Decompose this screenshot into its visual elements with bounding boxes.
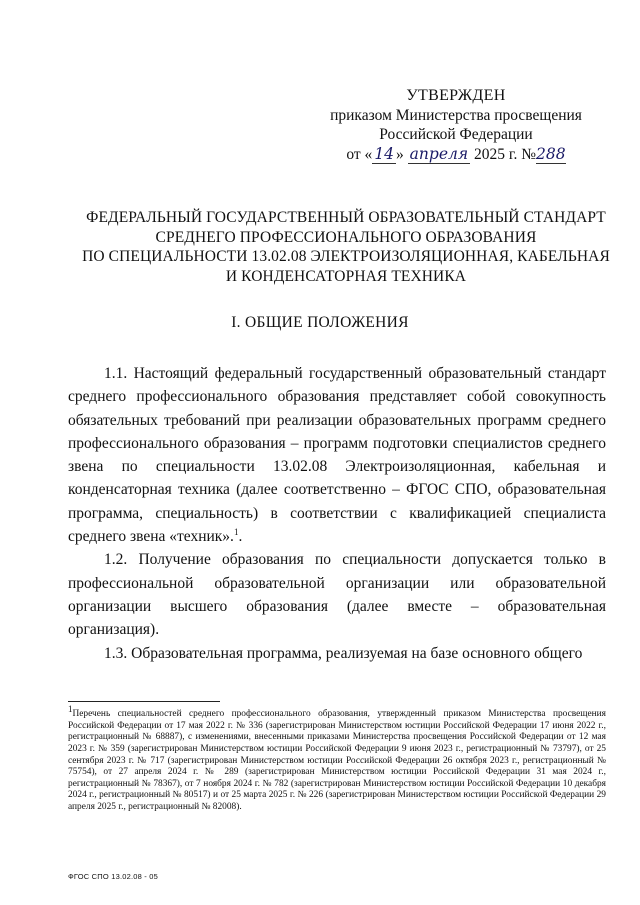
date-prefix: от «: [346, 145, 373, 163]
section-heading: I. ОБЩИЕ ПОЛОЖЕНИЯ: [231, 314, 409, 331]
title-line-1: ФЕДЕРАЛЬНЫЙ ГОСУДАРСТВЕННЫЙ ОБРАЗОВАТЕЛЬНЫЙ СТАНДАРТ: [86, 209, 606, 226]
date-year: 2025 г. №: [474, 145, 537, 163]
footnote-reference[interactable]: 1: [233, 526, 239, 537]
date-mid: »: [396, 145, 404, 163]
document-title: [66, 208, 626, 286]
page-footer: ФГОС СПО 13.02.08 - 05: [68, 872, 159, 881]
title-line-4: И КОНДЕНСАТОРНАЯ ТЕХНИКА: [225, 267, 467, 285]
footnote: [68, 704, 606, 813]
approval-order-line: приказом Министерства просвещения: [330, 106, 582, 124]
approval-country-line: Российской Федерации: [379, 126, 533, 143]
footnote-marker: 1: [68, 704, 73, 714]
footnote-divider: [68, 701, 220, 702]
title-line-2: СРЕДНЕГО ПРОФЕССИОНАЛЬНОГО ОБРАЗОВАНИЯ: [155, 228, 537, 246]
body-text: [68, 362, 606, 665]
paragraph-1-2: 1.2. Получение образования по специальности допускается только в профессиональной образовательной организации или образовательной организации высшего образования (далее вместе – образовательная организация).: [68, 551, 606, 639]
paragraph-1-1-text: 1.1. Настоящий федеральный государственный образовательный стандарт среднего профессионального образования представляет собой совокупность обязательных требований при реализации образовательных программ среднего профессионального образования – программ подготовки специалистов среднего звена по специальности 13.02.08 Электроизоляционная, кабельная и конденсаторная техника (далее соответственно – ФГОС СПО, образовательная программа, специальность) в соответствии с квалификацией специалиста среднего звена «техник».: [68, 365, 606, 546]
handwritten-day: 14: [374, 144, 395, 163]
handwritten-order-number: 288: [536, 144, 566, 163]
handwritten-month: апреля: [409, 144, 469, 163]
title-line-3: ПО СПЕЦИАЛЬНОСТИ 13.02.08 ЭЛЕКТРОИЗОЛЯЦИОННАЯ, КАБЕЛЬНАЯ: [82, 248, 610, 265]
footnote-text: Перечень специальностей среднего профессионального образования, утвержденный приказом Министерства просвещения Российской Федерации от 17 мая 2022 г. № 336 (зарегистрирован Министерством юстиции Российской Федерации 17 июня 2022 г., регистрационный № 68887), с изменениями, внесенными приказами Министерства просвещения Российской Федерации от 12 мая 2023 г. № 359 (зарегистрирован Министерством юстиции Российской Федерации 9 июня 2023 г., регистрационный № 73797), от 25 сентября 2023 г. № 717 (зарегистрирован Министерством юстиции Российской Федерации 26 октября 2023 г., регистрационный № 75754), от 27 апреля 2024 г. № 289 (зарегистрирован Министерством юстиции Российской Федерации 31 мая 2024 г., регистрационный № 78367), от 7 ноября 2024 г. № 782 (зарегистрирован Министерством юстиции Российской Федерации 10 декабря 2024 г., регистрационный № 80517) и от 25 марта 2025 г. № 226 (зарегистрирован Министерством юстиции Российской Федерации 29 апреля 2025 г., регистрационный № 82008).: [68, 709, 606, 812]
approval-date-line: [300, 145, 612, 165]
approval-stamp: [300, 86, 612, 164]
approval-title: УТВЕРЖДЕН: [406, 87, 506, 104]
paragraph-1-1: 1.1. Настоящий федеральный государственный образовательный стандарт среднего профессионального образования представляет собой совокупность обязательных требований при реализации образовательных программ среднего профессионального образования – программ подготовки специалистов среднего звена по специальности 13.02.08 Электроизоляционная, кабельная и конденсаторная техника (далее соответственно – ФГОС СПО, образовательная программа, специальность) в соответствии с квалификацией специалиста среднего звена «техник».$^1$.: [68, 365, 606, 546]
paragraph-1-3: 1.3. Образовательная программа, реализуемая на базе основного общего: [104, 644, 583, 662]
